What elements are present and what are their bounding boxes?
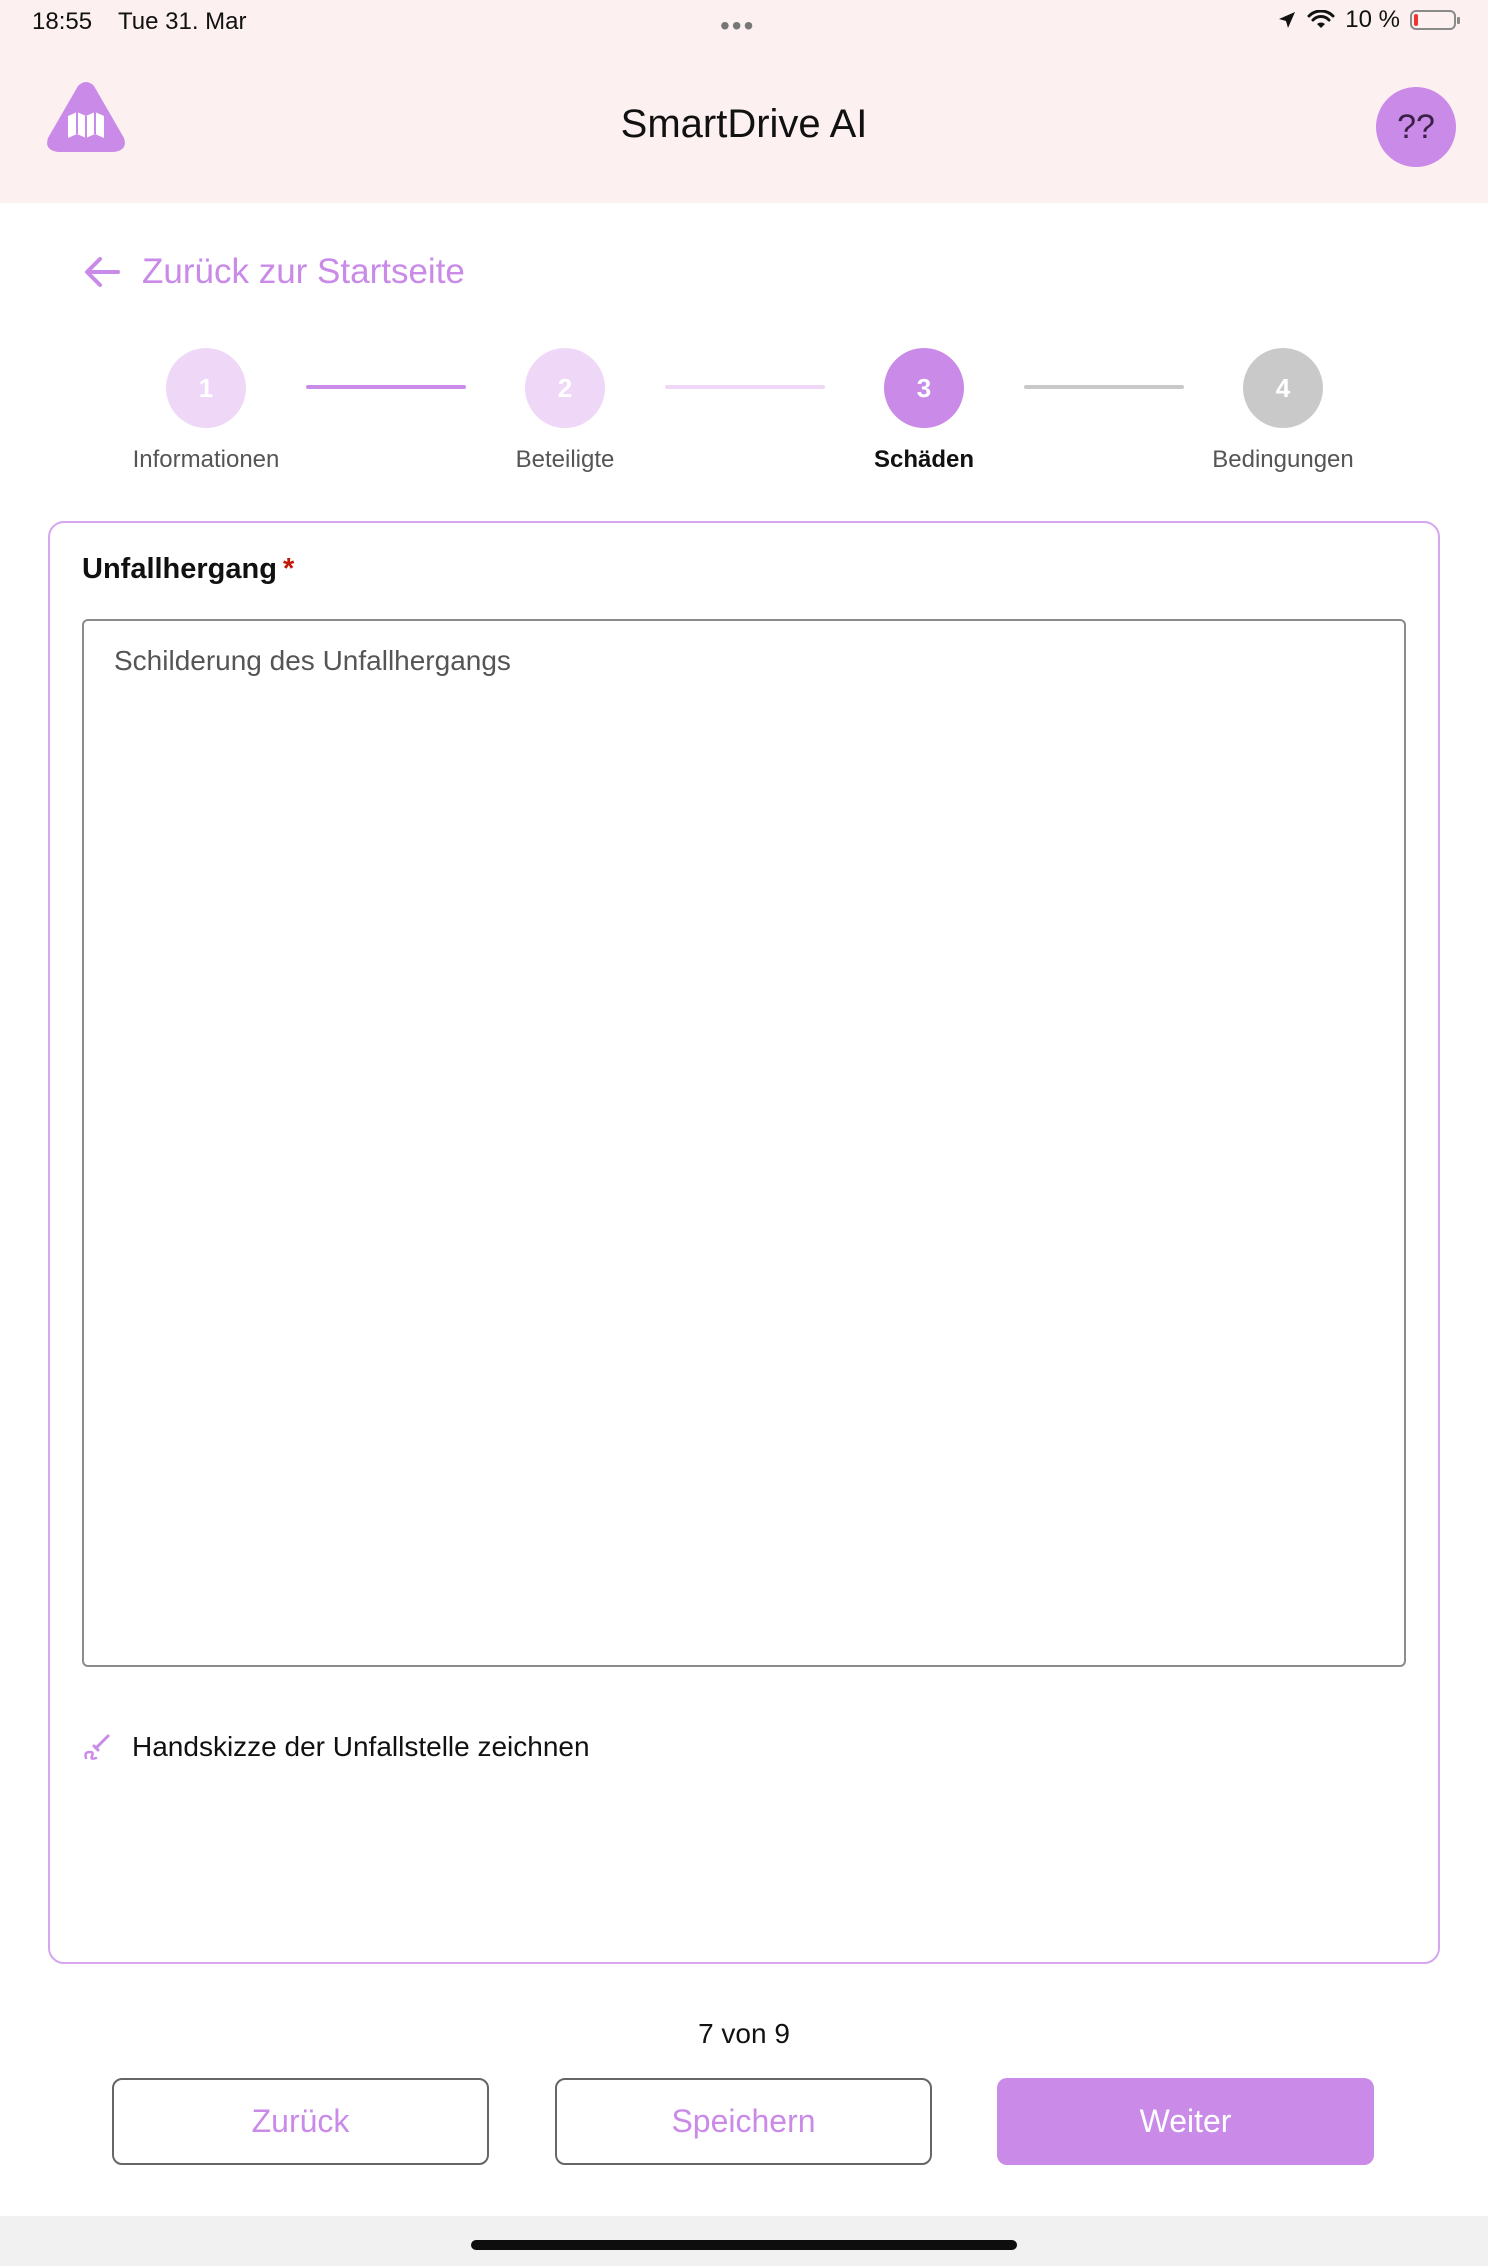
step-number: 4 xyxy=(1243,348,1323,428)
required-marker: * xyxy=(282,553,295,585)
step-number: 1 xyxy=(166,348,246,428)
draw-sketch-button[interactable] xyxy=(82,1731,590,1763)
battery-icon xyxy=(1410,10,1456,30)
battery-percent: 10 % xyxy=(1345,6,1400,33)
step-label: Bedingungen xyxy=(1212,446,1354,473)
back-button[interactable]: Zurück xyxy=(112,2078,489,2165)
textarea-placeholder: Schilderung des Unfallhergangs xyxy=(114,645,511,676)
step-beteiligte[interactable] xyxy=(445,348,685,474)
status-indicators xyxy=(1277,6,1456,34)
help-button[interactable]: ?? xyxy=(1376,87,1456,167)
sketch-label: Handskizze der Unfallstelle zeichnen xyxy=(132,1731,590,1762)
step-connector xyxy=(665,385,825,389)
page-indicator: 7 von 9 xyxy=(698,2018,790,2049)
status-date: Tue 31. Mar xyxy=(118,8,247,35)
step-number: 3 xyxy=(884,348,964,428)
status-time: 18:55 xyxy=(32,8,93,35)
form-card xyxy=(48,521,1440,1964)
accident-description-textarea[interactable] xyxy=(82,619,1406,1667)
field-label-text: Unfallhergang xyxy=(82,553,277,585)
back-to-home-link[interactable] xyxy=(84,252,465,292)
battery-level xyxy=(1414,14,1418,26)
step-schaeden[interactable] xyxy=(804,348,1044,474)
step-label: Informationen xyxy=(132,446,280,473)
multitasking-dots[interactable]: ••• xyxy=(720,10,756,41)
field-label-unfallhergang xyxy=(82,553,294,586)
step-informationen[interactable] xyxy=(86,348,326,474)
step-label: Beteiligte xyxy=(515,446,615,473)
wifi-icon xyxy=(1307,10,1335,30)
pen-draw-icon xyxy=(82,1732,112,1762)
next-button[interactable]: Weiter xyxy=(997,2078,1374,2165)
home-indicator[interactable] xyxy=(471,2240,1017,2250)
step-bedingungen[interactable] xyxy=(1163,348,1403,474)
save-button[interactable]: Speichern xyxy=(555,2078,932,2165)
arrow-left-icon xyxy=(84,256,120,288)
step-number: 2 xyxy=(525,348,605,428)
back-link-label: Zurück zur Startseite xyxy=(142,252,465,291)
step-connector xyxy=(1024,385,1184,389)
step-label: Schäden xyxy=(873,446,975,473)
app-header xyxy=(0,0,1488,203)
app-title: SmartDrive AI xyxy=(620,102,868,146)
location-arrow-icon xyxy=(1277,10,1297,30)
step-connector xyxy=(306,385,466,389)
